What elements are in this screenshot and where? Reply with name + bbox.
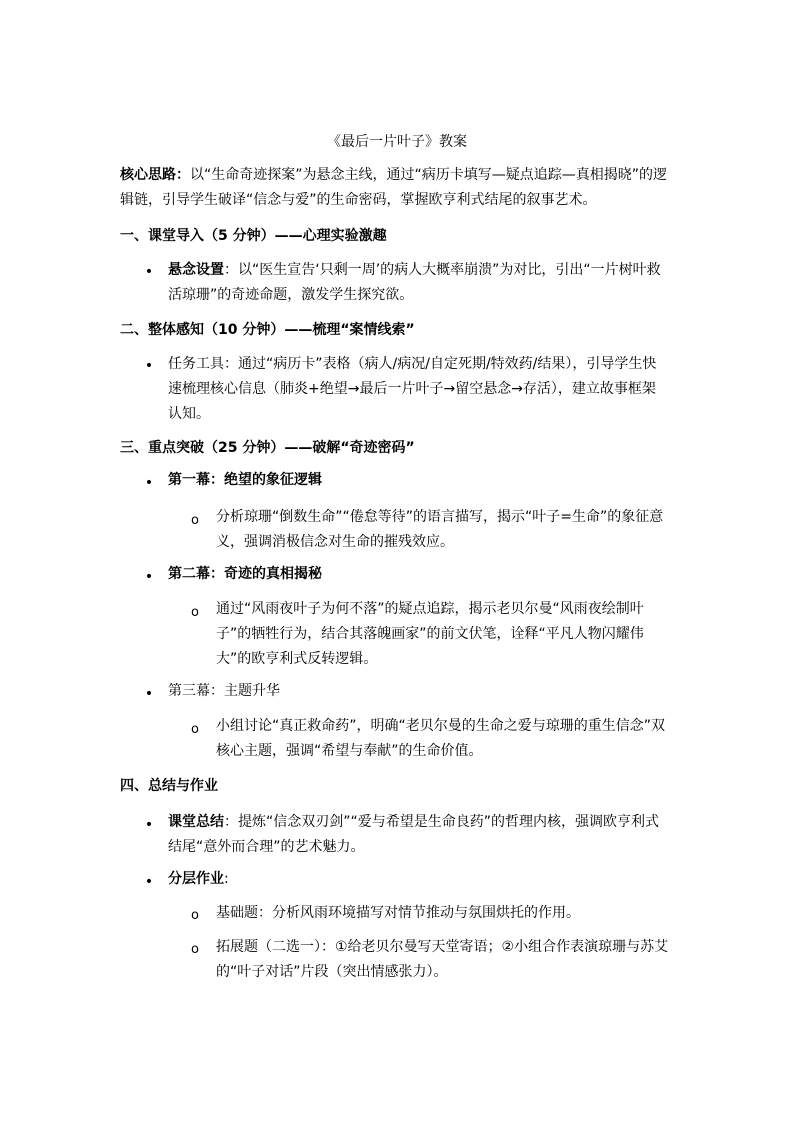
- bullet-label: 悬念设置: [168, 262, 224, 278]
- circle-bullet-icon: o: [191, 513, 199, 528]
- act-1-detail: 分析琼珊“倒数生命”“倦怠等待”的语言描写，揭示“叶子=生命”的象征意义，强调消极信念对生命的摧残效应。: [216, 509, 664, 550]
- section-4-heading: 四、总结与作业: [120, 778, 218, 794]
- homework-extended: 拓展题（二选一）：①给老贝尔曼写天堂寄语；②小组合作表演琼珊与苏艾的“叶子对话”片段（突出情感张力）。: [216, 939, 669, 980]
- act-3-detail: 小组讨论“真正救命药”，明确“老贝尔曼的生命之爱与琼珊的重生信念”双核心主题，强调“希望与奉献”的生命价值。: [216, 718, 666, 759]
- bullet-icon: •: [144, 874, 154, 890]
- circle-bullet-icon: o: [191, 605, 199, 620]
- section-4-bullet-1: [168, 810, 668, 860]
- intro-text: 以“生命奇迹探案”为悬念主线，通过“病历卡填写—疑点追踪—真相揭晓”的逻辑链，引导学生破译“信念与爱”的生命密码，掌握欧亨利式结尾的叙事艺术。: [120, 167, 668, 208]
- bullet-icon: •: [144, 264, 154, 280]
- act-2-detail: 通过“风雨夜叶子为何不落”的疑点追踪，揭示老贝尔曼“风雨夜绘制叶子”的牺牲行为，结合其落魄画家”的前文伏笔，诠释“平凡人物闪耀伟大”的欧亨利式反转逻辑。: [216, 601, 644, 667]
- section-4-bullet-2: [168, 867, 668, 892]
- bullet-text: ：以“医生宣告‘只剩一周’的病人大概率崩溃”为对比，引出“一片树叶救活琼珊”的奇迹命题，激发学生探究欲。: [168, 262, 661, 303]
- bullet-label: 课堂总结: [168, 814, 224, 830]
- act-3-label: 第三幕：主题升华: [168, 683, 280, 699]
- section-3-heading: 三、重点突破（25 分钟）——破解“奇迹密码”: [120, 440, 415, 456]
- bullet-icon: •: [144, 686, 154, 702]
- document-title: 《最后一片叶子》教案: [327, 134, 467, 150]
- circle-bullet-icon: o: [191, 908, 199, 923]
- intro-label: 核心思路：: [120, 167, 190, 183]
- circle-bullet-icon: o: [191, 722, 199, 737]
- section-1-bullet-1: [168, 258, 668, 308]
- section-2-heading: 二、整体感知（10 分钟）——梳理“案情线索”: [120, 322, 415, 338]
- section-1-heading: 一、课堂导入（5 分钟）——心理实验激趣: [120, 228, 387, 244]
- act-1-label: 第一幕：绝望的象征逻辑: [168, 472, 322, 488]
- bullet-text: ：提炼“信念双刃剑”“爱与希望是生命良药”的哲理内核，强调欧亨利式结尾“意外而合理”的艺术魅力。: [168, 814, 660, 855]
- bullet-icon: •: [144, 358, 154, 374]
- bullet-icon: •: [144, 817, 154, 833]
- bullet-text: :: [224, 871, 229, 887]
- homework-basic: 基础题：分析风雨环境描写对情节推动与氛围烘托的作用。: [216, 905, 580, 921]
- bullet-icon: •: [144, 569, 154, 585]
- section-2-bullet-1: 任务工具：通过“病历卡”表格（病人/病况/自定死期/特效药/结果），引导学生快速梳理核心信息（肺炎+绝望→最后一片叶子→留空悬念→存活），建立故事框架认知。: [168, 356, 657, 422]
- circle-bullet-icon: o: [191, 942, 199, 957]
- bullet-label: 分层作业: [168, 871, 224, 887]
- intro-paragraph: [120, 163, 680, 213]
- act-2-label: 第二幕：奇迹的真相揭秘: [168, 566, 322, 582]
- bullet-icon: •: [144, 475, 154, 491]
